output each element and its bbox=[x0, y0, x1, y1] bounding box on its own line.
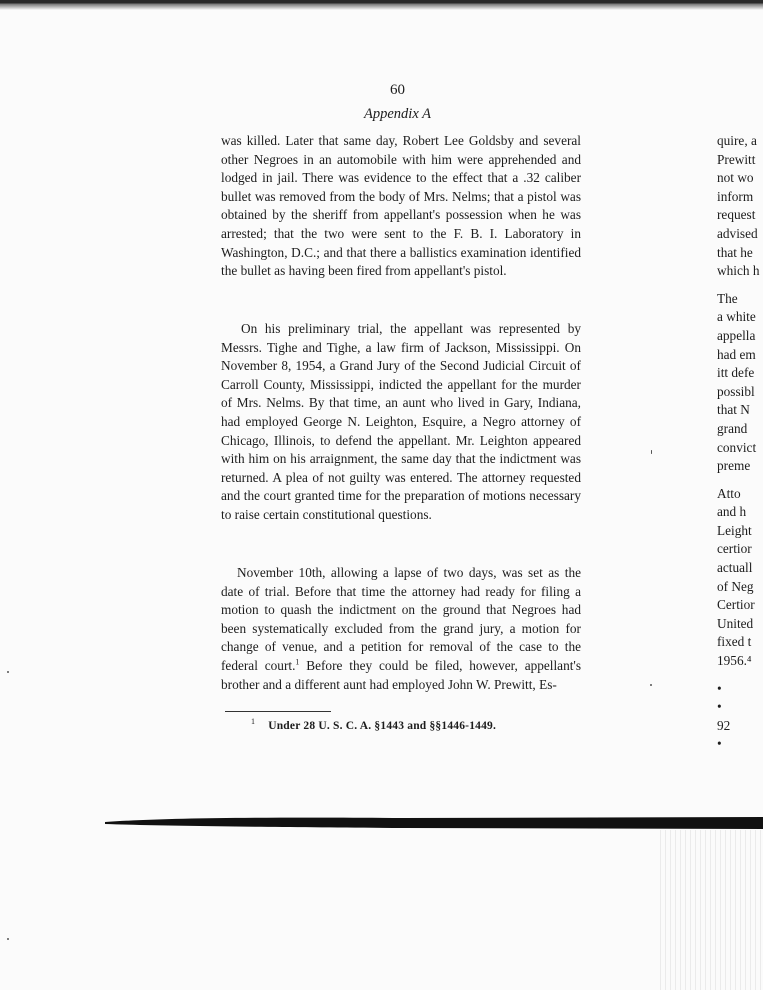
scan-noise bbox=[660, 830, 763, 990]
fragment-line: inform bbox=[717, 188, 754, 204]
paragraph-text-part-1: November 10th, allowing a lapse of two days, was set as the date of trial. Before that time the attorney had ready for filing a motion to quash the indictment on the ground that Negroes had been systematically excluded from the grand jury, a motion for change of venue, and a petition for removal of the case to the federal court. bbox=[221, 565, 581, 673]
fragment-line: actuall bbox=[717, 560, 753, 576]
fragment-line: • bbox=[717, 736, 722, 752]
fragment-line: preme bbox=[717, 458, 751, 474]
fragment-line: that he bbox=[717, 244, 753, 260]
footnote-text: Under 28 U. S. C. A. §1443 and §§1446-1449. bbox=[268, 719, 497, 732]
body-column-paragraph-1 bbox=[221, 132, 581, 281]
footnote-reference[interactable]: 1 bbox=[295, 657, 300, 667]
fragment-line: possibl bbox=[717, 383, 755, 399]
fragment-line: United bbox=[717, 615, 754, 631]
fragment-line: • bbox=[717, 680, 722, 696]
footnote-mark: 1 bbox=[251, 717, 256, 726]
fragment-line: had em bbox=[717, 346, 756, 362]
paragraph-text: was killed. Later that same day, Robert Lee Goldsby and several other Negroes in an automobile with him were apprehended and lodged in jail. There was evidence to the effect that a .32 caliber bullet was removed from the body of Mrs. Nelms; that a pistol was obtained by the sheriff from appellant's possession when he was arrested; that the two were sent to the F. B. I. Laboratory in Washington, D.C.; and that there a ballistics examination identified the bullet as having been fired from appellant's pistol. bbox=[221, 133, 581, 279]
scan-gutter-shadow bbox=[105, 815, 763, 831]
fragment-line: Atto bbox=[717, 485, 741, 501]
fragment-line: 1956.⁴ bbox=[717, 653, 752, 669]
fragment-line: Prewitt bbox=[717, 151, 756, 167]
body-column-paragraph-2 bbox=[221, 320, 581, 525]
paragraph-text-part-2: Before they could be filed, however, appellant's brother and a different aunt had employed John W. Prewitt, Es- bbox=[221, 657, 581, 692]
body-column-paragraph-3 bbox=[221, 564, 581, 694]
page-number: 60 bbox=[390, 82, 405, 98]
fragment-line: appella bbox=[717, 327, 756, 343]
fragment-line: The bbox=[717, 290, 738, 306]
fragment-line: that N bbox=[717, 402, 750, 418]
scan-speck bbox=[650, 684, 652, 686]
scan-speck bbox=[651, 450, 652, 454]
fragment-line: fixed t bbox=[717, 634, 752, 650]
running-head: Appendix A bbox=[364, 106, 431, 122]
fragment-line: • bbox=[717, 699, 722, 715]
fragment-line: and h bbox=[717, 504, 747, 520]
fragment-line: advised bbox=[717, 225, 758, 241]
fragment-line: which h bbox=[717, 263, 760, 279]
paragraph-text: On his preliminary trial, the appellant was represented by Messrs. Tighe and Tighe, a law firm of Jackson, Mississippi. On November 8, 1954, a Grand Jury of the Second Judicial Circuit of Carroll County, Mississippi, indicted the appellant for the murder of Mrs. Nelms. By that time, an aunt who lived in Gary, Indiana, had employed George N. Leighton, Esquire, a Negro attorney of Chicago, Illinois, to defend the appellant. Mr. Leighton appeared with him on his arraignment, the same day that the indictment was returned. A plea of not guilty was entered. The attorney requested and the court granted time for the preparation of motions necessary to raise certain constitutional questions. bbox=[221, 321, 581, 522]
footnote bbox=[251, 717, 496, 732]
fragment-line: convict bbox=[717, 439, 757, 455]
fragment-line: certior bbox=[717, 541, 752, 557]
fragment-line: a white bbox=[717, 309, 756, 325]
fragment-line: Certior bbox=[717, 597, 755, 613]
fragment-line: of Neg bbox=[717, 578, 754, 594]
paragraph-text bbox=[221, 564, 581, 694]
scan-speck bbox=[7, 671, 9, 673]
footnote-rule bbox=[225, 711, 331, 712]
fragment-line: itt defe bbox=[717, 365, 755, 381]
fragment-line: quire, a bbox=[717, 133, 757, 148]
fragment-line bbox=[717, 476, 763, 485]
fragment-line: not wo bbox=[717, 170, 754, 186]
scan-top-edge bbox=[0, 0, 763, 10]
scan-speck bbox=[7, 938, 9, 940]
adjacent-page-column-fragment bbox=[717, 132, 763, 754]
fragment-line bbox=[717, 671, 763, 680]
fragment-line bbox=[717, 281, 763, 290]
fragment-line: grand bbox=[717, 420, 748, 436]
fragment-line: Leight bbox=[717, 522, 752, 538]
fragment-line: 92 bbox=[717, 717, 731, 733]
fragment-line: request bbox=[717, 207, 756, 223]
